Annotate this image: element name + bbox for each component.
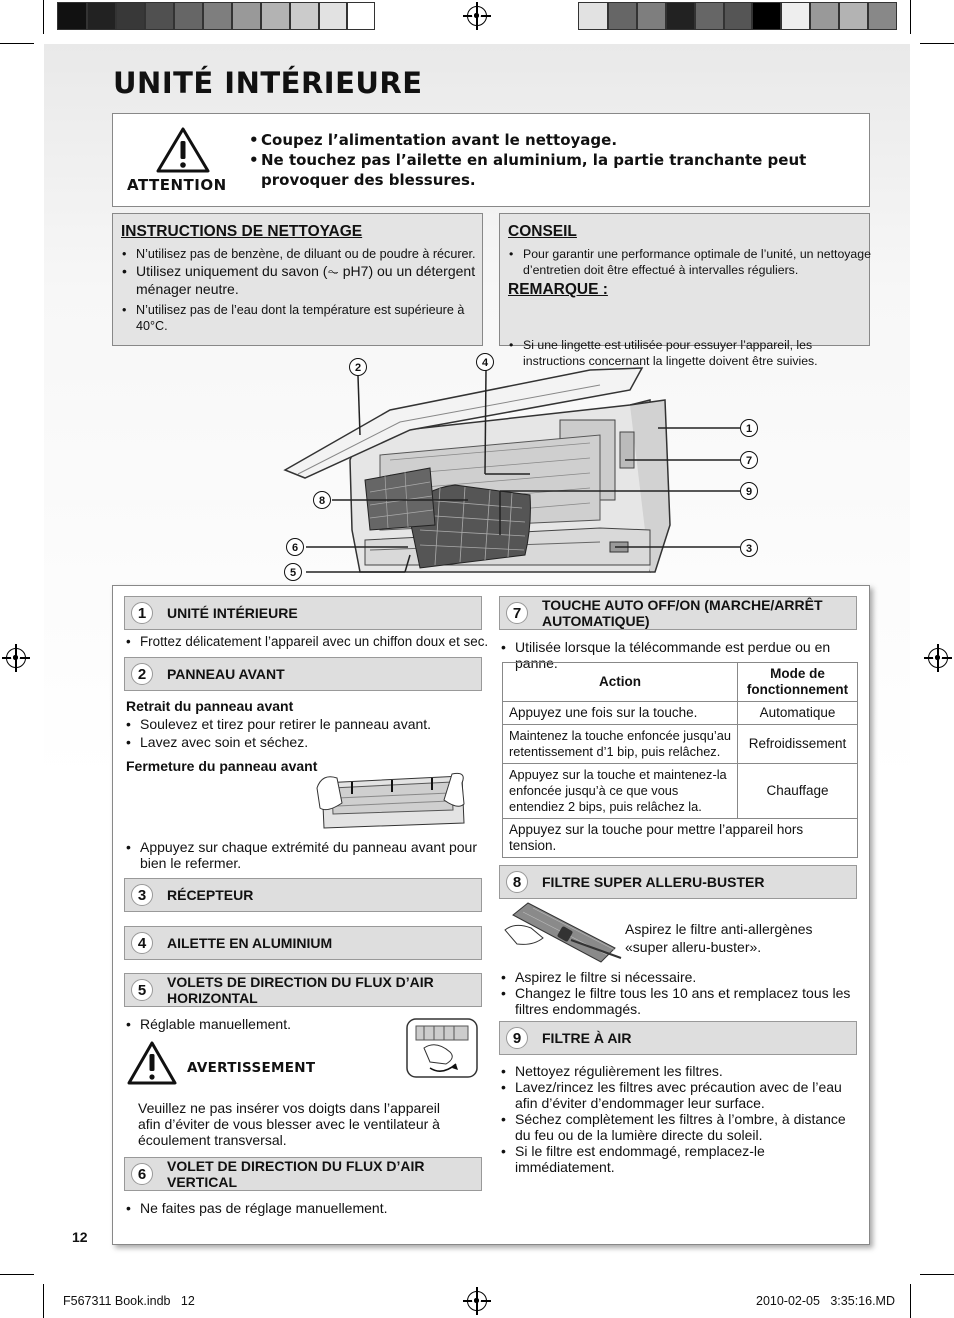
section-1-header	[124, 596, 482, 630]
section-9-header	[499, 1021, 857, 1055]
section-9-item: • Lavez/rincez les filtres avec précaution avec de l’eau afin d’éviter d’endommager leur surface.	[501, 1079, 857, 1111]
callout-8: 8	[313, 491, 331, 509]
remove-panel-list	[126, 716, 466, 750]
section-title: FILTRE SUPER ALLERU-BUSTER	[542, 874, 765, 890]
note-heading: REMARQUE :	[508, 281, 608, 298]
louver-adjust-icon	[406, 1018, 478, 1078]
callout-3: 3	[740, 539, 758, 557]
section-3-header	[124, 878, 482, 912]
callout-4: 4	[476, 353, 494, 371]
section-number: 2	[131, 663, 153, 685]
table-row	[503, 702, 858, 725]
section-6-header	[124, 1157, 482, 1191]
page-title: UNITÉ INTÉRIEURE	[113, 66, 423, 100]
section-number: 8	[506, 871, 528, 893]
table-header-row	[503, 663, 858, 702]
table-cell-action: Maintenez la touche enfoncée jusqu’au retentissement d’1 bip, puis relâchez.	[503, 725, 738, 764]
section-number: 7	[506, 602, 528, 624]
registration-mark-top	[467, 6, 487, 26]
warning-text: Veuillez ne pas insérer vos doigts dans l’appareil afin d’éviter de vous blesser avec le ventilateur à écoulement transversal.	[138, 1100, 440, 1148]
callout-5: 5	[284, 563, 302, 581]
attention-list	[249, 130, 859, 190]
table-cell-mode: Chauffage	[738, 764, 858, 819]
section-number: 6	[131, 1163, 153, 1185]
section-7-header	[499, 596, 857, 630]
callout-7: 7	[740, 451, 758, 469]
section-number: 9	[506, 1027, 528, 1049]
close-panel-item: • Appuyez sur chaque extrémité du panneau avant pour bien le refermer.	[126, 839, 488, 871]
table-cell-action: Appuyez une fois sur la touche.	[503, 702, 738, 725]
tip-box	[499, 213, 871, 368]
section-8-item: • Aspirez le filtre si nécessaire.	[501, 969, 855, 985]
table-cell-mode: Automatique	[738, 702, 858, 725]
registration-mark-bottom	[467, 1291, 487, 1311]
warning-label: AVERTISSEMENT	[187, 1060, 316, 1076]
section-title: UNITÉ INTÉRIEURE	[167, 605, 298, 621]
section-title: VOLETS DE DIRECTION DU FLUX D’AIR HORIZONTAL	[167, 974, 434, 1006]
attention-item: • Ne touchez pas l’ailette en aluminium, la partie tranchante peut provoquer des blessures.	[249, 150, 859, 190]
section-number: 1	[131, 602, 153, 624]
table-row	[503, 819, 858, 858]
section-title: FILTRE À AIR	[542, 1030, 632, 1046]
section-title: VOLET DE DIRECTION DU FLUX D’AIR VERTICAL	[167, 1158, 425, 1190]
callout-1: 1	[740, 419, 758, 437]
warning-triangle-icon	[155, 126, 211, 174]
section-title: PANNEAU AVANT	[167, 666, 285, 682]
cleaning-item: • N’utilisez pas de l’eau dont la température est supérieure à 40°C.	[122, 302, 480, 334]
remove-panel-heading: Retrait du panneau avant	[126, 698, 294, 714]
callout-2: 2	[349, 358, 367, 376]
section-8-list	[501, 969, 855, 1017]
table-cell-action: Appuyez sur la touche et maintenez-la enfoncée jusqu’à ce que vous entendiez 2 bips, puis relâchez la.	[503, 764, 738, 819]
section-title: TOUCHE AUTO OFF/ON (MARCHE/ARRÊT AUTOMATIQUE)	[542, 597, 823, 629]
vacuum-filter-illustration	[503, 900, 625, 970]
table-header-mode: Mode de fonctionnement	[738, 663, 858, 702]
section-5-item: • Réglable manuellement.	[126, 1016, 390, 1032]
table-header-action: Action	[503, 663, 738, 702]
table-row	[503, 725, 858, 764]
cleaning-item: • N’utilisez pas de benzène, de diluant ou de poudre à récurer.	[122, 246, 480, 262]
section-5-header	[124, 973, 482, 1007]
filter-caption: Aspirez le filtre anti-allergènes «super alleru-buster».	[625, 921, 813, 955]
section-9-list	[501, 1063, 857, 1175]
section-2-header	[124, 657, 482, 691]
auto-mode-table	[502, 662, 858, 858]
callout-9: 9	[740, 482, 758, 500]
registration-mark-right	[928, 648, 948, 668]
section-9-item: • Nettoyez régulièrement les filtres.	[501, 1063, 857, 1079]
page-number: 12	[72, 1229, 88, 1245]
cleaning-item: • Utilisez uniquement du savon (⏦ pH7) ou un détergent ménager neutre.	[122, 262, 480, 298]
note-item: • Si une lingette est utilisée pour essuyer l’appareil, les instructions concernant la lingette doivent être suivies.	[509, 337, 875, 369]
cleaning-instructions-box	[112, 213, 483, 346]
registration-mark-left	[6, 648, 26, 668]
callout-6: 6	[286, 538, 304, 556]
section-6-item: • Ne faites pas de réglage manuellement.	[126, 1200, 490, 1216]
attention-item: • Coupez l’alimentation avant le nettoyage.	[249, 130, 859, 150]
remove-panel-item: • Lavez avec soin et séchez.	[126, 734, 466, 750]
cleaning-heading: INSTRUCTIONS DE NETTOYAGE	[121, 223, 363, 240]
section-9-item: • Séchez complètement les filtres à l’ombre, à distance du feu ou de la lumière directe du soleil.	[501, 1111, 857, 1143]
section-number: 5	[131, 979, 153, 1001]
section-7-item: • Utilisée lorsque la télécommande est perdue ou en panne.	[501, 639, 871, 671]
section-9-item: • Si le filtre est endommagé, remplacez-le immédiatement.	[501, 1143, 857, 1175]
tip-heading: CONSEIL	[508, 223, 577, 240]
footer-file: F567311 Book.indb 12	[63, 1294, 195, 1308]
section-title: RÉCEPTEUR	[167, 887, 254, 903]
tip-item: • Pour garantir une performance optimale de l’unité, un nettoyage d’entretien doit être effectué à intervalles réguliers.	[509, 246, 875, 278]
table-row	[503, 764, 858, 819]
cleaning-list	[122, 246, 480, 334]
section-4-header	[124, 926, 482, 960]
warning-triangle-icon	[126, 1040, 178, 1086]
section-8-header	[499, 865, 857, 899]
indoor-unit-diagram	[270, 350, 770, 582]
attention-box	[112, 113, 870, 207]
attention-label: ATTENTION	[127, 176, 227, 194]
section-1-item: • Frottez délicatement l’appareil avec un chiffon doux et sec.	[126, 634, 496, 650]
remove-panel-item: • Soulevez et tirez pour retirer le panneau avant.	[126, 716, 466, 732]
table-cell-mode: Refroidissement	[738, 725, 858, 764]
section-title: AILETTE EN ALUMINIUM	[167, 935, 333, 951]
close-panel-heading: Fermeture du panneau avant	[126, 758, 318, 774]
footer-timestamp: 2010-02-05 3:35:16.MD	[756, 1294, 895, 1308]
section-number: 4	[131, 932, 153, 954]
table-footer-cell: Appuyez sur la touche pour mettre l’appareil hors tension.	[503, 819, 858, 858]
section-8-item: • Changez le filtre tous les 10 ans et remplacez tous les filtres endommagés.	[501, 985, 855, 1017]
section-number: 3	[131, 884, 153, 906]
close-panel-illustration	[312, 768, 472, 834]
